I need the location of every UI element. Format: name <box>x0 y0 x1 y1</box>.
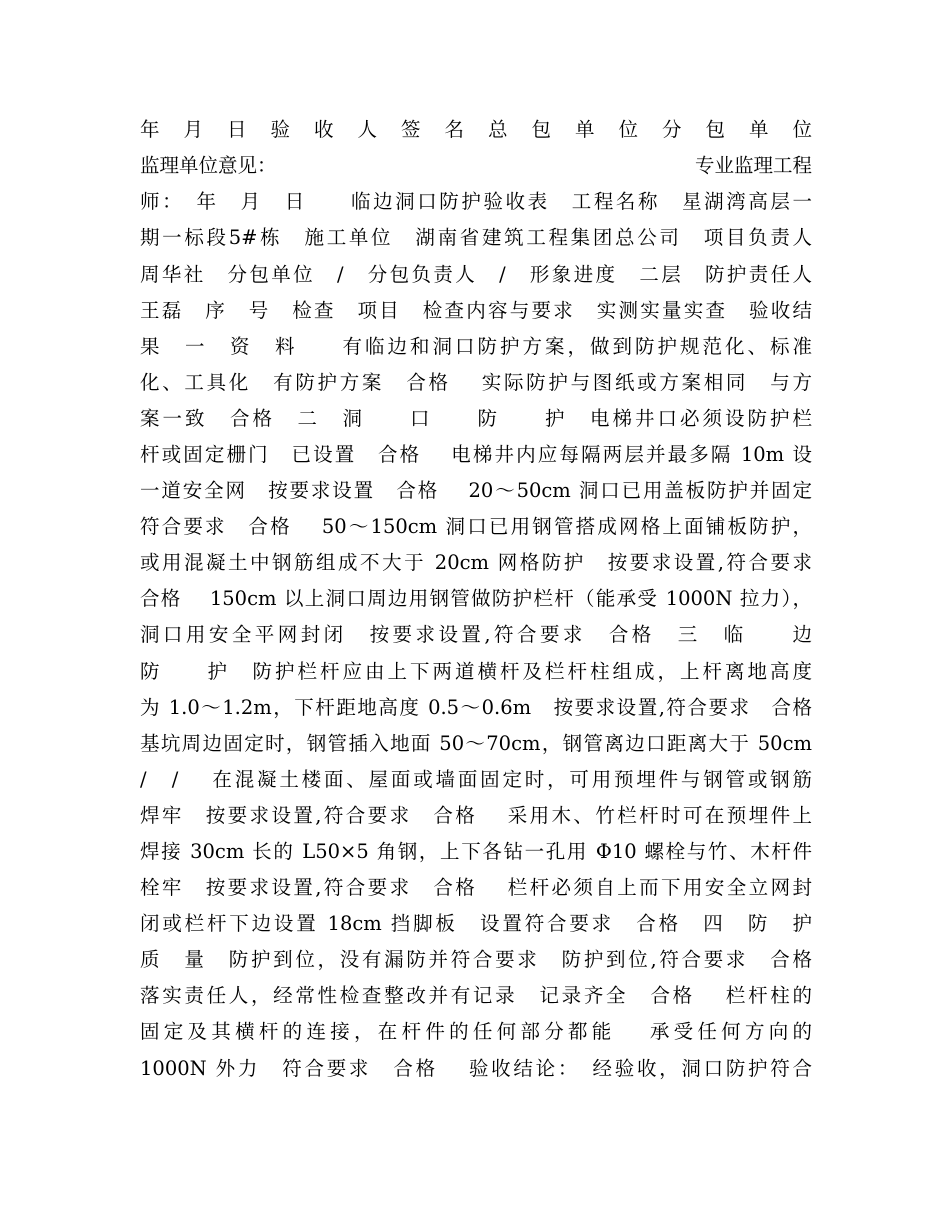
text-line-5: 周华社 分包单位 / 分包负责人 / 形象进度 二层 防护责任人 <box>140 263 812 286</box>
text-line-19: / / 在混凝土楼面、屋面或墙面固定时，可用预埋件与钢管或钢筋 <box>140 768 812 791</box>
text-line-9: 案一致 合格 二 洞 口 防 护 电梯井口必须设防护栏 <box>140 407 812 430</box>
text-line-8: 化、工具化 有防护方案 合格 实际防护与图纸或方案相同 与方 <box>140 371 812 394</box>
text-line-13: 或用混凝土中钢筋组成不大于 20cm 网格防护 按要求设置,符合要求 <box>140 551 812 574</box>
text-line-3: 师： 年 月 日 临边洞口防护验收表 工程名称 星湖湾高层一 <box>140 190 812 213</box>
text-line-23: 闭或栏杆下边设置 18cm 挡脚板 设置符合要求 合格 四 防 护 <box>140 912 812 935</box>
text-line-10: 杆或固定栅门 已设置 合格 电梯井内应每隔两层并最多隔 10m 设 <box>140 443 812 466</box>
text-line-24: 质 量 防护到位，没有漏防并符合要求 防护到位,符合要求 合格 <box>140 948 812 971</box>
supervising-engineer-label: 专业监理工程 <box>694 154 812 177</box>
text-line-27: 1000N 外力 符合要求 合格 验收结论： 经验收，洞口防护符合 <box>140 1057 812 1080</box>
text-line-14: 合格 150cm 以上洞口周边用钢管做防护栏杆（能承受 1000N 拉力）， <box>140 587 812 610</box>
text-line-20: 焊牢 按要求设置,符合要求 合格 采用木、竹栏杆时可在预埋件上 <box>140 804 812 827</box>
text-line-2 <box>140 152 812 180</box>
text-line-1: 年 月 日 验 收 人 签 名 总 包 单 位 分 包 单 位 <box>140 118 812 141</box>
text-line-11: 一道安全网 按要求设置 合格 20～50cm 洞口已用盖板防护并固定 <box>140 479 812 502</box>
text-line-7: 果 一 资 料 有临边和洞口防护方案，做到防护规范化、标准 <box>140 335 812 358</box>
text-line-4: 期一标段5#栋 施工单位 湖南省建筑工程集团总公司 项目负责人 <box>140 226 812 249</box>
supervision-opinion-label: 监理单位意见： <box>140 154 277 177</box>
text-line-18: 基坑周边固定时，钢管插入地面 50～70cm，钢管离边口距离大于 50cm <box>140 732 812 755</box>
text-line-17: 为 1.0～1.2m，下杆距地高度 0.5～0.6m 按要求设置,符合要求 合格 <box>140 696 812 719</box>
text-line-21: 焊接 30cm 长的 L50×5 角钢，上下各钻一孔用 Φ10 螺栓与竹、木杆件 <box>140 840 812 863</box>
text-line-22: 栓牢 按要求设置,符合要求 合格 栏杆必须自上而下用安全立网封 <box>140 876 812 899</box>
text-line-16: 防 护 防护栏杆应由上下两道横杆及栏杆柱组成，上杆离地高度 <box>140 660 812 683</box>
text-line-26: 固定及其横杆的连接，在杆件的任何部分都能 承受任何方向的 <box>140 1020 812 1043</box>
text-line-25: 落实责任人，经常性检查整改并有记录 记录齐全 合格 栏杆柱的 <box>140 984 812 1007</box>
text-line-15: 洞口用安全平网封闭 按要求设置,符合要求 合格 三 临 边 <box>140 623 812 646</box>
text-line-6: 王磊 序 号 检查 项目 检查内容与要求 实测实量实查 验收结 <box>140 299 812 322</box>
text-line-12: 符合要求 合格 50～150cm 洞口已用钢管搭成网格上面铺板防护， <box>140 515 812 538</box>
